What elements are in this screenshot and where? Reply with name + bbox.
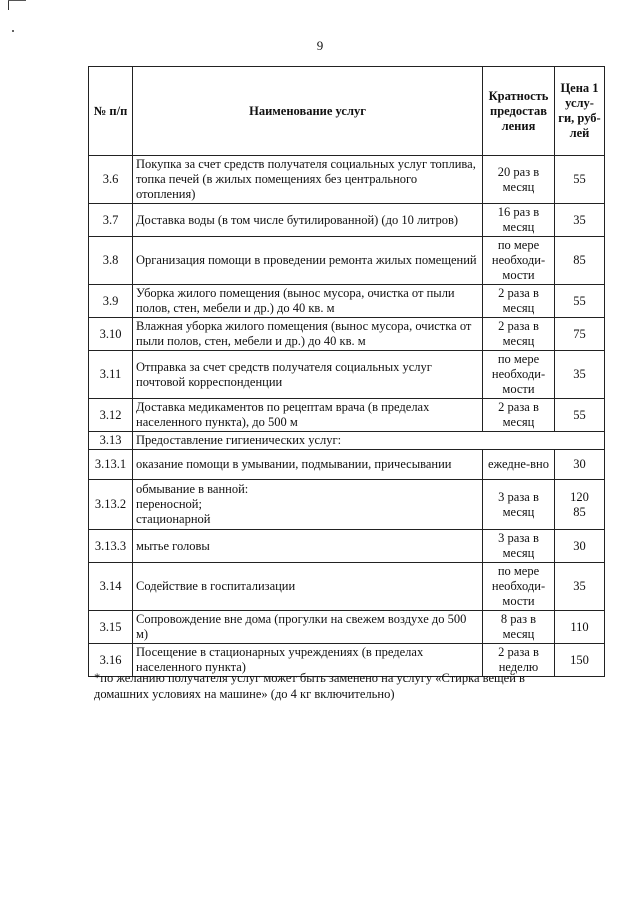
row-frequency: 2 раза в месяц — [483, 399, 555, 432]
row-frequency: 16 раз в месяц — [483, 204, 555, 237]
row-frequency: 2 раза в неделю — [483, 644, 555, 677]
row-number: 3.7 — [89, 204, 133, 237]
row-price: 30 — [555, 530, 605, 563]
row-price: 120 85 — [555, 480, 605, 530]
row-frequency: ежедне-вно — [483, 450, 555, 480]
row-number: 3.13.1 — [89, 450, 133, 480]
row-price: 55 — [555, 156, 605, 204]
row-service-name: мытье головы — [133, 530, 483, 563]
row-service-name: Влажная уборка жилого помещения (вынос мусора, очистка от пыли полов, стен, мебели и др.) до 40 кв. м — [133, 318, 483, 351]
row-number: 3.13.3 — [89, 530, 133, 563]
row-service-name: Доставка воды (в том числе бутилированной) (до 10 литров) — [133, 204, 483, 237]
row-frequency: по мере необходи-мости — [483, 351, 555, 399]
row-frequency: 3 раза в месяц — [483, 480, 555, 530]
row-number: 3.12 — [89, 399, 133, 432]
table-row — [89, 156, 605, 204]
row-service-name: Доставка медикаментов по рецептам врача (в пределах населенного пункта), до 500 м — [133, 399, 483, 432]
corner-mark-top — [8, 0, 26, 1]
row-price: 55 — [555, 399, 605, 432]
table-row — [89, 611, 605, 644]
row-price: 35 — [555, 351, 605, 399]
header-price: Цена 1 услу-ги, руб-лей — [555, 67, 605, 156]
row-price: 55 — [555, 285, 605, 318]
table-row — [89, 563, 605, 611]
row-number: 3.14 — [89, 563, 133, 611]
row-price: 30 — [555, 450, 605, 480]
row-service-name: Отправка за счет средств получателя социальных услуг почтовой корреспонденции — [133, 351, 483, 399]
table-body — [89, 156, 605, 677]
row-number: 3.13 — [89, 432, 133, 450]
table-row — [89, 318, 605, 351]
scan-dot — [12, 30, 14, 32]
row-service-name: Уборка жилого помещения (вынос мусора, очистка от пыли полов, стен, мебели и др.) до 40 кв. м — [133, 285, 483, 318]
table-row — [89, 432, 605, 450]
table-row — [89, 450, 605, 480]
row-service-name: Покупка за счет средств получателя социальных услуг топлива, топка печей (в жилых помещениях без центрального отопления) — [133, 156, 483, 204]
row-service-name: Предоставление гигиенических услуг: — [133, 432, 605, 450]
row-service-name: Содействие в госпитализации — [133, 563, 483, 611]
row-number: 3.9 — [89, 285, 133, 318]
header-name: Наименование услуг — [133, 67, 483, 156]
table-row — [89, 204, 605, 237]
table-row — [89, 480, 605, 530]
row-number: 3.15 — [89, 611, 133, 644]
row-service-name: Организация помощи в проведении ремонта жилых помещений — [133, 237, 483, 285]
table-row — [89, 237, 605, 285]
services-table — [88, 66, 605, 677]
row-frequency: 8 раз в месяц — [483, 611, 555, 644]
row-frequency: по мере необходи-мости — [483, 237, 555, 285]
footnote: *по желанию получателя услуг может быть заменено на услугу «Стирка вещей в домашних условиях на машине» (до 4 кг включительно) — [94, 671, 525, 701]
corner-mark — [8, 0, 9, 10]
row-number: 3.16 — [89, 644, 133, 677]
row-price: 35 — [555, 204, 605, 237]
row-frequency: 2 раза в месяц — [483, 318, 555, 351]
table-row — [89, 530, 605, 563]
row-frequency: 20 раз в месяц — [483, 156, 555, 204]
page-number: 9 — [316, 38, 324, 53]
row-number: 3.6 — [89, 156, 133, 204]
row-service-name: Посещение в стационарных учреждениях (в пределах населенного пункта) — [133, 644, 483, 677]
row-service-name: оказание помощи в умывании, подмывании, причесывании — [133, 450, 483, 480]
table-row — [89, 399, 605, 432]
row-service-name: Сопровождение вне дома (прогулки на свежем воздухе до 500 м) — [133, 611, 483, 644]
row-price: 150 — [555, 644, 605, 677]
row-number: 3.10 — [89, 318, 133, 351]
row-frequency: 2 раза в месяц — [483, 285, 555, 318]
table-row — [89, 285, 605, 318]
row-price: 35 — [555, 563, 605, 611]
header-frequency: Кратность предостав ления — [483, 67, 555, 156]
row-frequency: 3 раза в месяц — [483, 530, 555, 563]
row-price: 85 — [555, 237, 605, 285]
row-number: 3.11 — [89, 351, 133, 399]
row-frequency: по мере необходи-мости — [483, 563, 555, 611]
row-number: 3.8 — [89, 237, 133, 285]
table-row — [89, 351, 605, 399]
row-number: 3.13.2 — [89, 480, 133, 530]
table-header-row — [89, 67, 605, 156]
row-price: 75 — [555, 318, 605, 351]
row-price: 110 — [555, 611, 605, 644]
row-service-name: обмывание в ванной: переносной; стационарной — [133, 480, 483, 530]
header-num: № п/п — [89, 67, 133, 156]
